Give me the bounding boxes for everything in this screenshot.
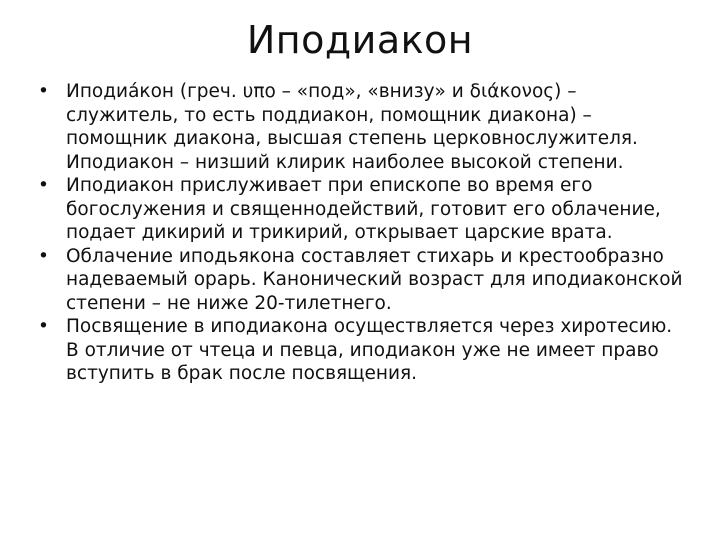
slide-title: Иподиакон	[246, 18, 474, 62]
bullet-text: Иподиакон прислуживает при епископе во время его богослужения и священнодействий, готовит его облачение, подает дикирий и трикирий, открывает царские врата.	[66, 175, 661, 243]
bullet-item	[38, 80, 688, 174]
bullet-item	[38, 174, 688, 245]
bullet-list	[38, 80, 688, 386]
bullet-dot-icon: •	[38, 245, 49, 267]
bullet-dot-icon: •	[38, 81, 49, 102]
bullet-dot-icon: •	[38, 316, 49, 337]
bullet-text: Посвящение в иподиакона осуществляется через хиротесию. В отличие от чтеца и певца, иподиакон уже не имеет право вступить в брак после посвящения.	[66, 316, 673, 384]
bullet-text: Иподиáкон (греч. υπο – «под», «внизу» и διάκονος) – служитель, то есть поддиакон, помощник диакона) – помощник диакона, высшая степень церковнослужителя. Иподиакон – низший клирик наиболее высокой степени.	[66, 81, 638, 173]
bullet-text: Облачение иподьякона составляет стихарь и крестообразно надеваемый орарь. Канонический возраст для иподиаконской степени – не ниже 20-тилетнего.	[66, 245, 683, 314]
bullet-item	[38, 315, 688, 386]
bullet-item	[38, 245, 688, 316]
bullet-dot-icon: •	[38, 175, 49, 196]
